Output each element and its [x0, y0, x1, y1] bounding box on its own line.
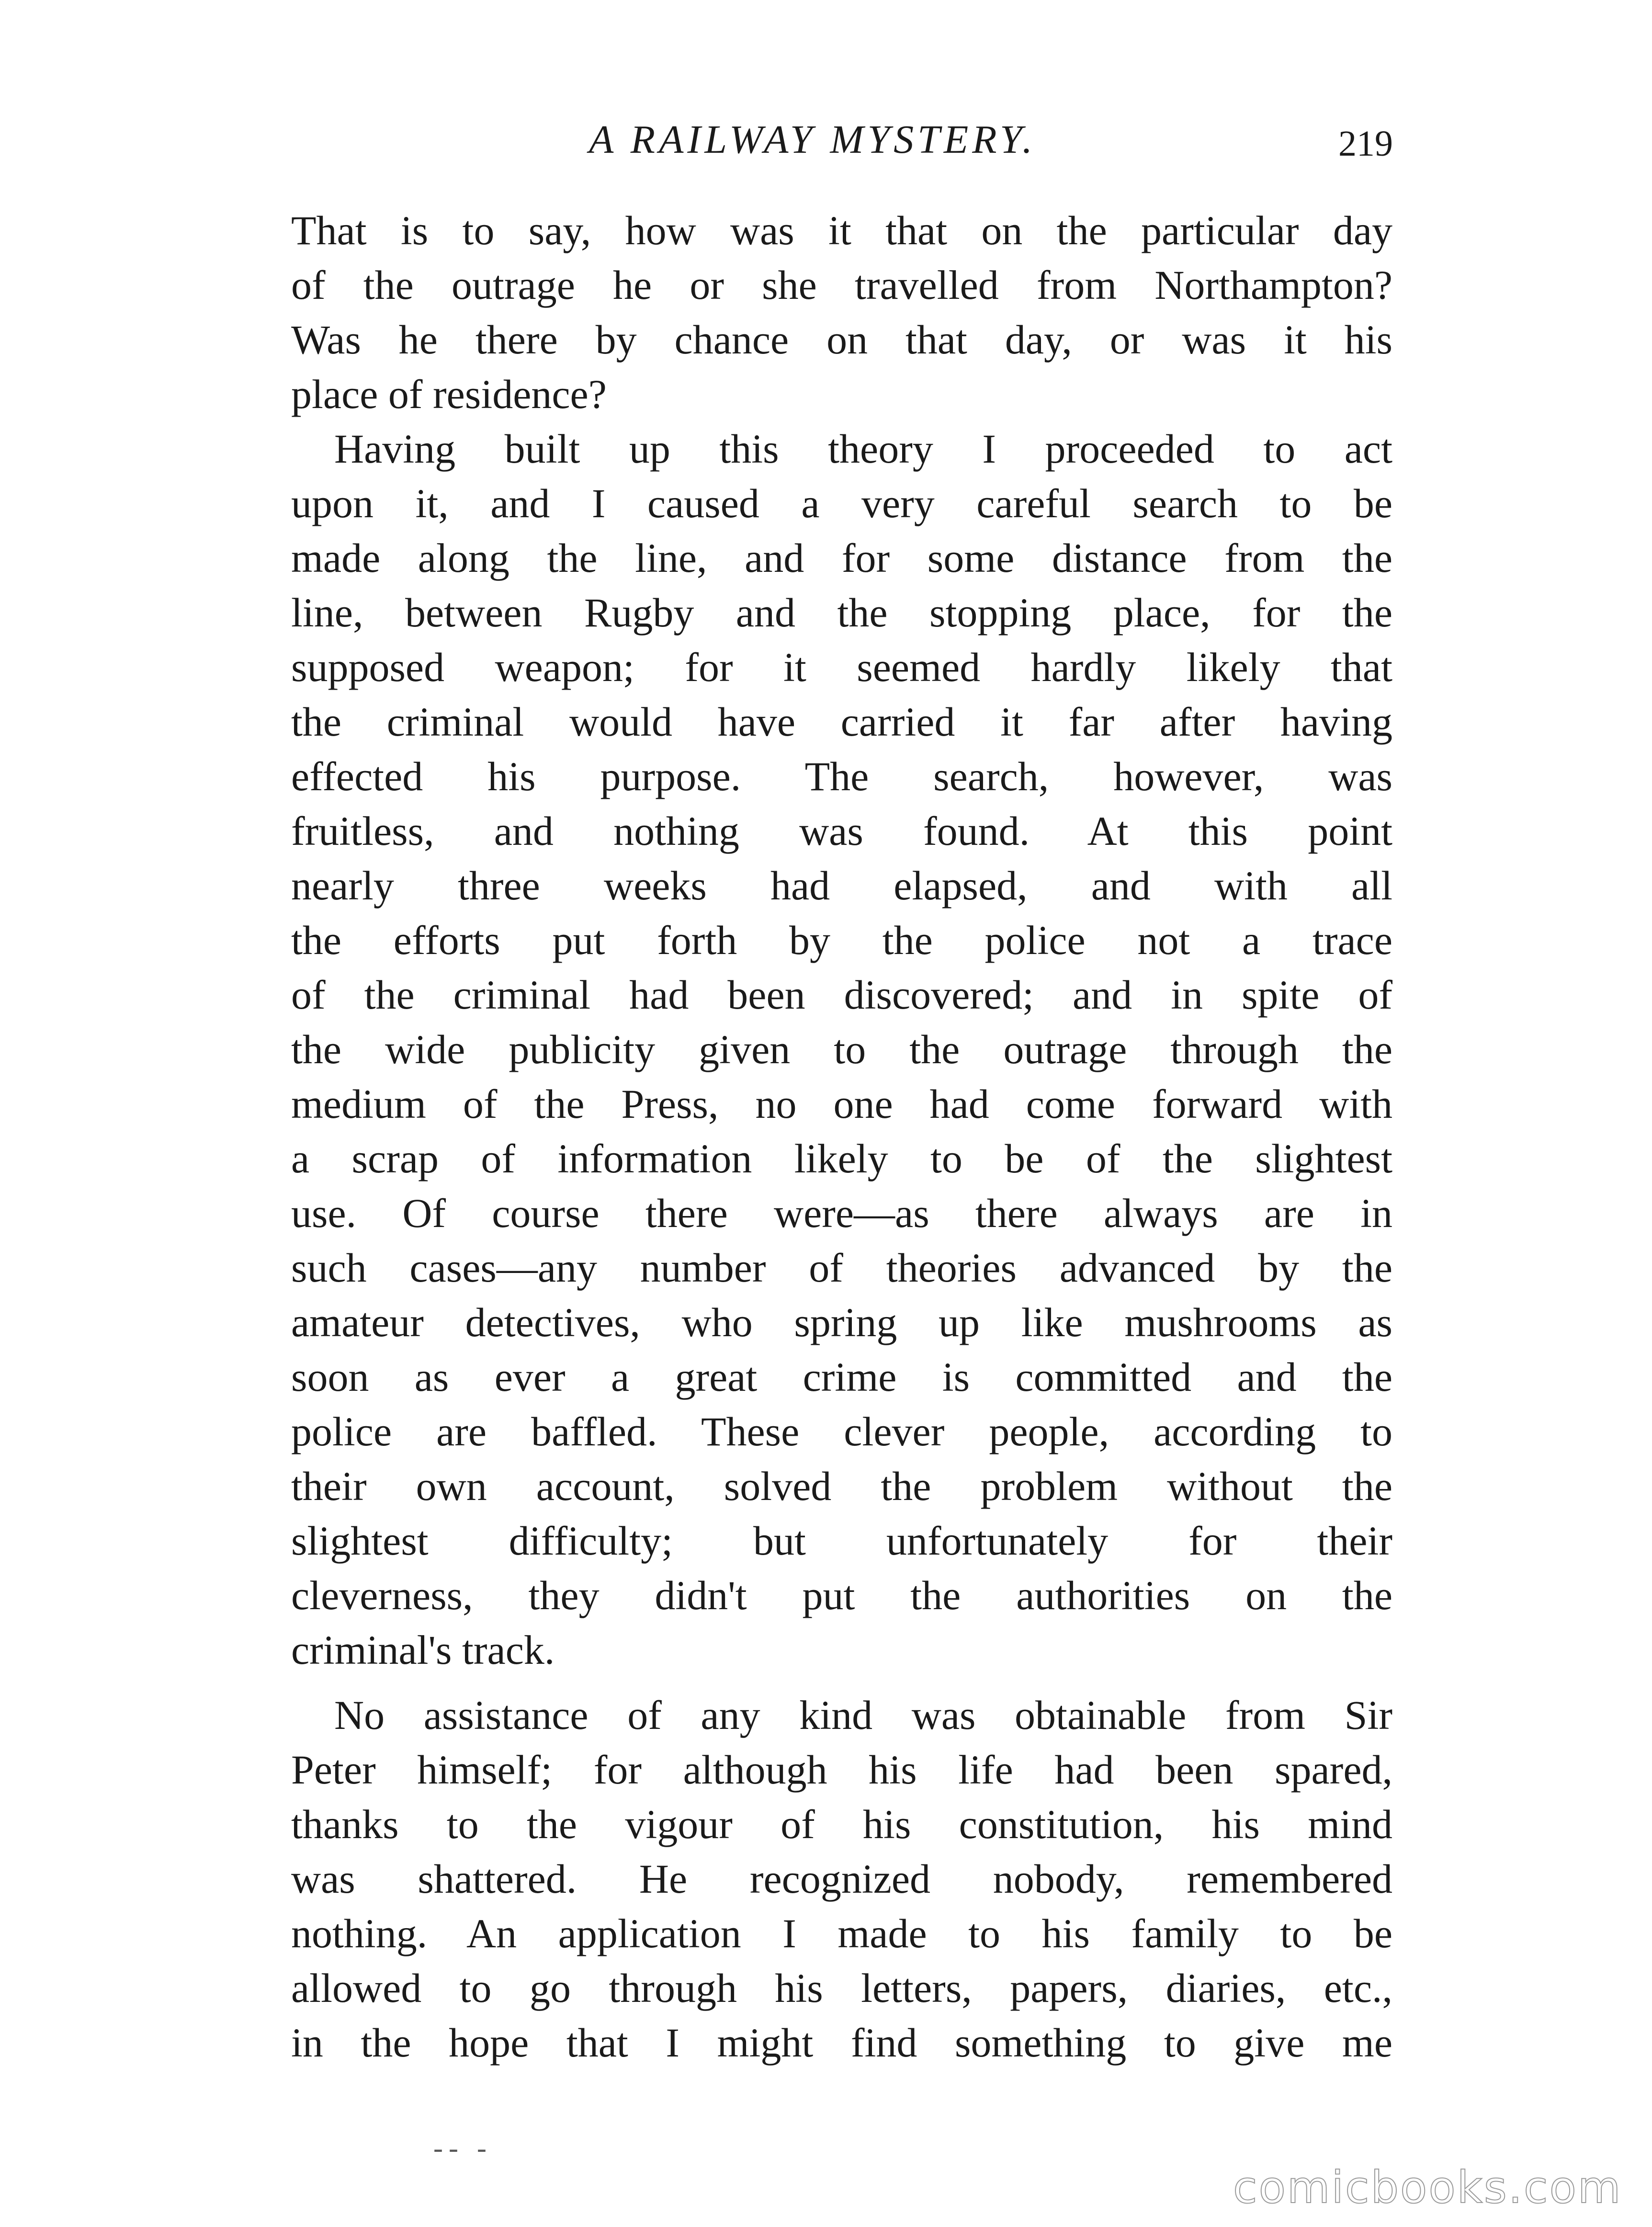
text-line: nearly three weeks had elapsed, and with all: [291, 863, 1392, 909]
text-line: was shattered. He recognized nobody, remembered: [291, 1856, 1392, 1902]
text-line: of the criminal had been discovered; and in spite of: [291, 972, 1392, 1018]
text-line: Having built up this theory I proceeded to act: [334, 426, 1392, 472]
text-line: Peter himself; for although his life had been spared,: [291, 1747, 1392, 1793]
text-line: upon it, and I caused a very careful search to be: [291, 480, 1392, 526]
site-watermark: comicbooks.com: [1233, 2162, 1622, 2213]
running-title: A RAILWAY MYSTERY.: [589, 117, 1037, 162]
paragraph-spacer: [291, 1677, 1392, 1688]
text-line: in the hope that I might find something to give me: [291, 2020, 1392, 2066]
text-line: cleverness, they didn't put the authorities on the: [291, 1572, 1392, 1618]
text-line: place of residence?: [291, 371, 607, 417]
text-line: a scrap of information likely to be of the slightest: [291, 1136, 1392, 1182]
text-line: allowed to go through his letters, papers, diaries, etc.,: [291, 1965, 1392, 2011]
text-line: nothing. An application I made to his family to be: [291, 1910, 1392, 1956]
paragraph: [291, 1688, 1392, 2070]
text-line: the criminal would have carried it far after having: [291, 699, 1392, 745]
paragraph: [291, 421, 1392, 1677]
text-line: soon as ever a great crime is committed and the: [291, 1354, 1392, 1400]
text-line: slightest difficulty; but unfortunately for their: [291, 1518, 1392, 1564]
text-line: supposed weapon; for it seemed hardly likely that: [291, 644, 1392, 690]
text-line: made along the line, and for some distance from the: [291, 535, 1392, 581]
text-line: No assistance of any kind was obtainable from Sir: [334, 1692, 1392, 1738]
text-line: medium of the Press, no one had come forward with: [291, 1081, 1392, 1127]
body-text: [291, 203, 1392, 2070]
text-line: police are baffled. These clever people, according to: [291, 1409, 1392, 1454]
paragraph: [291, 203, 1392, 421]
text-line: effected his purpose. The search, however, was: [291, 753, 1392, 799]
text-line: use. Of course there were—as there always are in: [291, 1190, 1392, 1236]
text-line: That is to say, how was it that on the particular day: [291, 207, 1392, 253]
printer-mark: -- -: [433, 2132, 492, 2164]
text-line: fruitless, and nothing was found. At this point: [291, 808, 1392, 854]
text-line: their own account, solved the problem without the: [291, 1463, 1392, 1509]
text-line: the efforts put forth by the police not a trace: [291, 917, 1392, 963]
text-line: Was he there by chance on that day, or was it his: [291, 317, 1392, 363]
text-line: criminal's track.: [291, 1627, 555, 1673]
text-line: line, between Rugby and the stopping place, for the: [291, 590, 1392, 636]
text-line: thanks to the vigour of his constitution, his mind: [291, 1801, 1392, 1847]
page-number: 219: [1338, 124, 1393, 164]
text-line: amateur detectives, who spring up like mushrooms as: [291, 1299, 1392, 1345]
text-line: such cases—any number of theories advanced by the: [291, 1245, 1392, 1291]
text-line: the wide publicity given to the outrage through the: [291, 1026, 1392, 1072]
text-line: of the outrage he or she travelled from Northampton?: [291, 262, 1392, 308]
